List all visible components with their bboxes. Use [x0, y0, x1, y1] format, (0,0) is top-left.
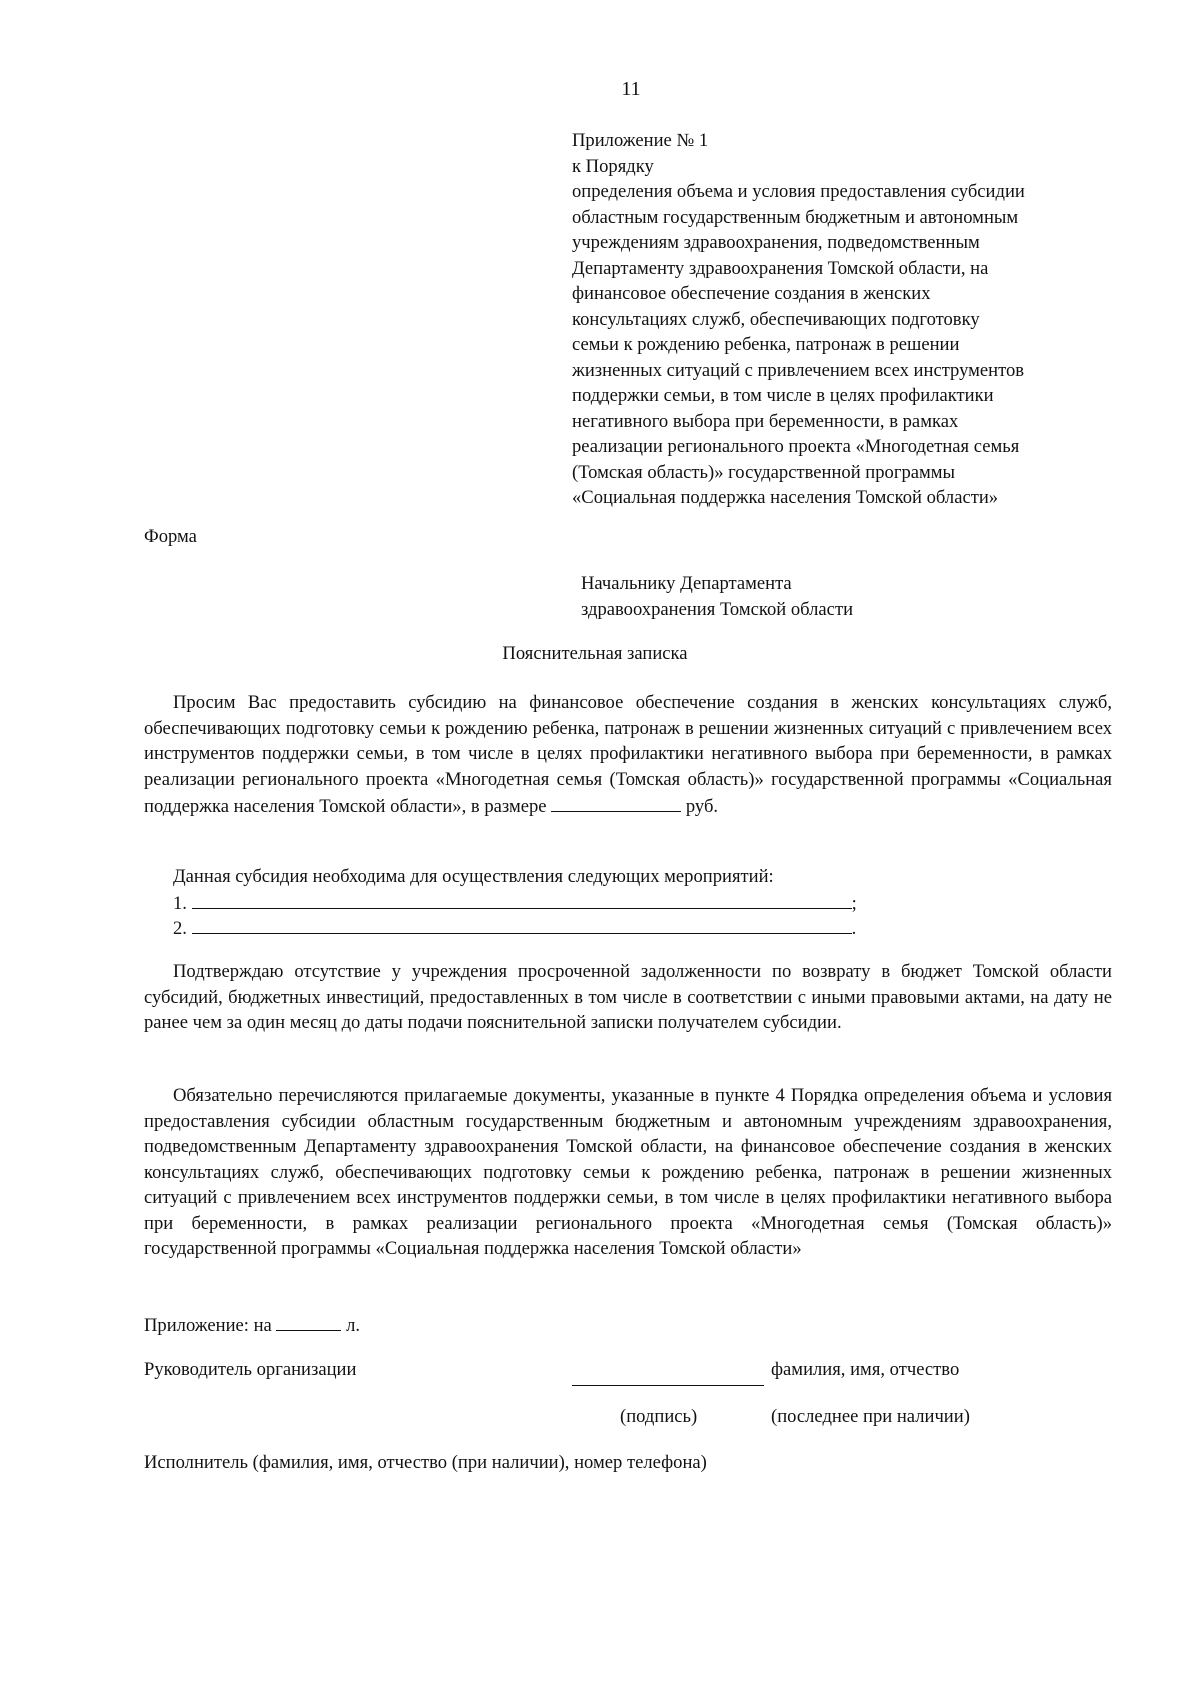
- addressee-line-1: Начальнику Департамента: [581, 573, 792, 594]
- paragraph-request: [144, 690, 1112, 820]
- addressee-block: [581, 571, 853, 622]
- paragraph-no-debt: [144, 959, 1112, 1036]
- appendix-line: «Социальная поддержка населения Томской области»: [572, 487, 999, 508]
- addressee-line-2: здравоохранения Томской области: [581, 598, 854, 620]
- appendix-line: (Томская область)» государственной программы: [572, 461, 956, 483]
- head-of-organization-label: Руководитель организации: [144, 1359, 357, 1380]
- attachment-prefix: Приложение: на: [144, 1315, 272, 1336]
- document-title: Пояснительная записка: [502, 643, 688, 664]
- appendix-line: жизненных ситуаций с привлечением всех инструментов: [572, 359, 1025, 381]
- amount-blank-field[interactable]: [551, 792, 681, 812]
- page-number: 11: [621, 78, 641, 100]
- appendix-line: финансовое обеспечение создания в женских: [572, 283, 931, 304]
- paragraph-documents: [144, 1083, 1112, 1262]
- list-item-blank-field[interactable]: [192, 914, 852, 934]
- form-label: Форма: [144, 526, 197, 547]
- list-item: [173, 914, 856, 942]
- documents-text: Обязательно перечисляются прилагаемые документы, указанные в пункте 4 Порядка определения объема и условия предоставления субсидии областным государственным бюджетным и автономным учреждениям здравоохранения, подведомственным Департаменту здравоохранения Томской области, на финансовое обеспечение создания в женских консультациях служб, обеспечивающих подготовку семьи к рождению ребенка, патронаж в решении жизненных ситуаций с привлечением всех инструментов поддержки семьи, в том числе в целях профилактики негативного выбора при беременности, в рамках реализации регионального проекта «Многодетная семья (Томская область)» государственной программы «Социальная поддержка населения Томской области»: [144, 1085, 1112, 1259]
- list-item-number: 1.: [173, 893, 187, 914]
- list-item-end: .: [851, 918, 857, 939]
- appendix-line: областным государственным бюджетным и автономным: [572, 206, 1019, 228]
- activities-text: Данная субсидия необходима для осуществления следующих мероприятий:: [173, 866, 774, 887]
- appendix-line: консультациях служб, обеспечивающих подготовку: [572, 308, 980, 330]
- currency-unit: руб.: [685, 796, 719, 817]
- signature-caption: (подпись): [620, 1406, 698, 1427]
- appendix-line: учреждениям здравоохранения, подведомственным: [572, 232, 980, 253]
- appendix-line: семьи к рождению ребенка, патронаж в решении: [572, 334, 960, 355]
- appendix-line: к Порядку: [572, 155, 654, 177]
- paragraph-activities: [144, 864, 1112, 890]
- request-text: Просим Вас предоставить субсидию на финансовое обеспечение создания в женских консультациях служб, обеспечивающих подготовку семьи к рождению ребенка, патронаж в решении жизненных ситуаций с привлечением всех инструментов поддержки семьи, в том числе в целях профилактики негативного выбора при беременности, в рамках реализации регионального проекта «Многодетная семья (Томская область)» государственной программы «Социальная поддержка населения Томской области», в размере: [144, 692, 1112, 817]
- fio-caption: (последнее при наличии): [771, 1406, 970, 1427]
- appendix-line: негативного выбора при беременности, в рамках: [572, 410, 959, 432]
- appendix-line: Приложение № 1: [572, 130, 709, 151]
- list-item-blank-field[interactable]: [192, 889, 852, 909]
- appendix-line: Департаменту здравоохранения Томской области, на: [572, 257, 989, 279]
- appendix-line: реализации регионального проекта «Многодетная семья: [572, 436, 1020, 457]
- appendix-line: определения объема и условия предоставления субсидии: [572, 181, 1025, 202]
- no-debt-text: Подтверждаю отсутствие у учреждения просроченной задолженности по возврату в бюджет Томской области субсидий, бюджетных инвестиций, предоставленных в том числе в соответствии с иными правовыми актами, на дату не ранее чем за один месяц до даты подачи пояснительной записки получателем субсидии.: [144, 961, 1112, 1033]
- attachment-line: [144, 1311, 360, 1339]
- appendix-header: [572, 128, 1132, 511]
- head-fio-label: фамилия, имя, отчество: [771, 1359, 960, 1380]
- sheet-count-blank-field[interactable]: [276, 1311, 341, 1331]
- attachment-suffix: л.: [346, 1315, 361, 1336]
- list-item: [173, 889, 857, 917]
- list-item-number: 2.: [173, 918, 187, 939]
- list-item-end: ;: [851, 893, 857, 914]
- executor-line: Исполнитель (фамилия, имя, отчество (при наличии), номер телефона): [144, 1452, 707, 1473]
- signature-line[interactable]: [572, 1385, 764, 1386]
- appendix-line: поддержки семьи, в том числе в целях профилактики: [572, 385, 994, 406]
